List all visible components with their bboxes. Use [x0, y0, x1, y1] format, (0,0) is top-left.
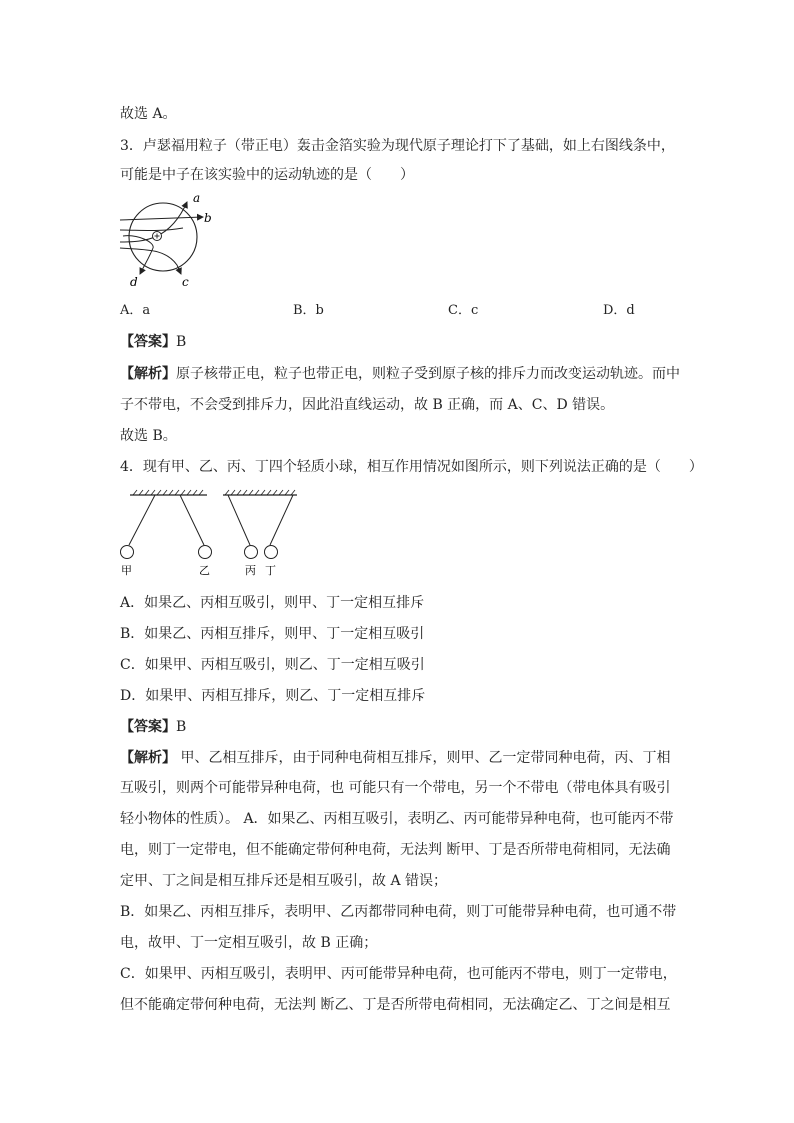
q3-option-c: C．c: [448, 303, 479, 318]
q4-analysis-line3: 轻小物体的性质）。 A．如果乙、丙相互吸引，表明乙、丙可能带异种电荷，也可能丙不带: [120, 811, 674, 827]
q3-option-d: D．d: [603, 303, 635, 318]
ball-label-jia: 甲: [121, 564, 132, 577]
ball-label-yi: 乙: [199, 564, 210, 577]
label-c: c: [182, 275, 189, 289]
answer-tag: 【答案】: [120, 719, 176, 735]
label-d: d: [130, 275, 138, 289]
q4-answer: [120, 718, 186, 736]
answer-value: B: [176, 334, 187, 350]
q4-option-b: B．如果乙、丙相互排斥，则甲、丁一定相互吸引: [120, 626, 425, 642]
q3-option-a: A．a: [120, 303, 151, 318]
hanging-balls-figure: [115, 485, 305, 580]
q4-analysis-line9: 但不能确定带何种电荷，无法判 断乙、丁是否所带电荷相同，无法确定乙、丁之间是相互: [120, 997, 671, 1013]
q4-option-c: C．如果甲、丙相互吸引，则乙、丁一定相互吸引: [120, 657, 425, 673]
analysis-tag: 【解析】: [120, 750, 176, 766]
analysis-text: 甲、乙相互排斥，由于同种电荷相互排斥，则甲、乙一定带同种电荷，丙、丁相: [176, 750, 671, 766]
q4-option-d: D．如果甲、丙相互排斥，则乙、丁一定相互排斥: [120, 688, 426, 704]
q4-analysis-line6: B．如果乙、丙相互排斥，表明甲、乙丙都带同种电荷，则丁可能带异种电荷，也可通不带: [120, 904, 677, 920]
q3-stem-line1: 3．卢瑟福用粒子（带正电）轰击金箔实验为现代原子理论打下了基础，如上右图线条中，: [120, 138, 675, 154]
label-b: b: [204, 211, 212, 225]
q4-analysis-line4: 电，则丁一定带电，但不能确定带何种电荷，无法判 断甲、丁是否所带电荷相同，无法确: [120, 842, 671, 858]
q3-answer: [120, 333, 186, 351]
q3-stem-line2: 可能是中子在该实验中的运动轨迹的是（ ）: [120, 167, 414, 183]
q4-analysis-line7: 电，故甲、丁一定相互吸引，故 B 正确；: [120, 935, 378, 951]
q4-analysis-line8: C．如果甲、丙相互吸引，表明甲、丙可能带异种电荷，也可能丙不带电，则丁一定带电，: [120, 966, 677, 982]
answer-tag: 【答案】: [120, 334, 176, 350]
q4-analysis-line2: 互吸引，则两个可能带异种电荷，也 可能只有一个带电，另一个不带电（带电体具有吸引: [120, 780, 671, 796]
previous-conclusion: 故选 A。: [120, 106, 177, 122]
q3-conclusion: 故选 B。: [120, 428, 177, 444]
q4-analysis-line1: [120, 749, 670, 767]
q4-option-a: A．如果乙、丙相互吸引，则甲、丁一定相互排斥: [120, 595, 425, 611]
q3-analysis-line2: 子不带电，不会受到排斥力，因此沿直线运动，故 B 正确，而 A、C、D 错误。: [120, 397, 615, 413]
ball-label-bing: 丙: [245, 564, 256, 577]
label-a: a: [193, 191, 201, 205]
q4-analysis-line5: 定甲、丁之间是相互排斥还是相互吸引，故 A 错误；: [120, 873, 448, 889]
analysis-text: 原子核带正电，粒子也带正电，则粒子受到原子核的排斥力而改变运动轨迹。而中: [176, 366, 680, 382]
analysis-tag: 【解析】: [120, 366, 176, 382]
q3-analysis-line1: [120, 365, 680, 383]
q3-option-b: B．b: [293, 303, 324, 318]
rutherford-scattering-figure: [115, 190, 220, 295]
answer-value: B: [176, 719, 187, 735]
q4-stem: 4．现有甲、乙、丙、丁四个轻质小球，相互作用情况如图所示，则下列说法正确的是（ ）: [120, 459, 703, 475]
ball-label-ding: 丁: [265, 564, 276, 577]
